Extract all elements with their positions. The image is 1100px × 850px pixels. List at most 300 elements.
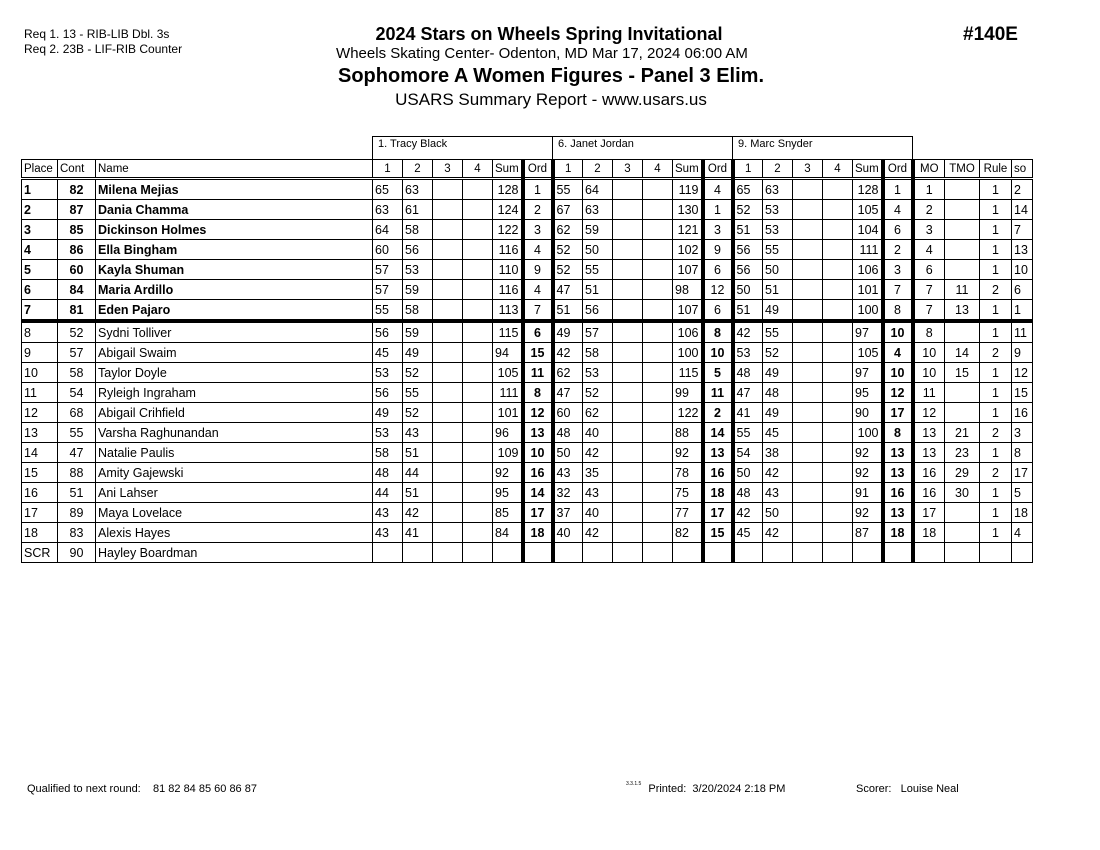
judge3-sum-cell: 97: [853, 363, 883, 383]
mo-cell: 10: [913, 363, 945, 383]
judge2-score1-cell: 62: [553, 363, 583, 383]
place-cell: 12: [22, 403, 58, 423]
so-cell: 16: [1012, 403, 1033, 423]
judge2-score3-cell: [613, 280, 643, 300]
judge1-score3-cell: [433, 403, 463, 423]
judge3-sum-cell: 100: [853, 300, 883, 322]
judge2-ordinal-cell: 3: [703, 220, 733, 240]
event-name: Sophomore A Women Figures - Panel 3 Elim.: [338, 65, 764, 87]
judge2-ordinal-cell: 6: [703, 260, 733, 280]
results-table: [21, 136, 1033, 563]
judge2-sum-cell: 100: [673, 343, 703, 363]
judge1-score4-cell: [463, 280, 493, 300]
judge1-score2-cell: 43: [403, 423, 433, 443]
judge2-score2-cell: 42: [583, 523, 613, 543]
judge3-ordinal-cell: 10: [883, 321, 913, 343]
mo-cell: 8: [913, 321, 945, 343]
judge3-score4-cell: [823, 179, 853, 200]
judge1-score1-cell: 65: [373, 179, 403, 200]
judge3-score2-cell: 38: [763, 443, 793, 463]
mo-cell: 16: [913, 463, 945, 483]
judge3-score3-cell: [793, 280, 823, 300]
judge1-score1-cell: 43: [373, 523, 403, 543]
rule-cell: 1: [980, 240, 1012, 260]
judge2-score1-cell: 55: [553, 179, 583, 200]
judge1-score4-cell: [463, 179, 493, 200]
judge1-ordinal-cell: 18: [523, 523, 553, 543]
judge2-score1-cell: 62: [553, 220, 583, 240]
table-row: [22, 503, 1033, 523]
judge3-score4-cell: [823, 423, 853, 443]
judge3-ordinal-cell: 4: [883, 200, 913, 220]
rule-cell: 1: [980, 523, 1012, 543]
judge1-score2-cell: 52: [403, 363, 433, 383]
judge2-sum-cell: 121: [673, 220, 703, 240]
judge1-score1-cell: 64: [373, 220, 403, 240]
judge3-sum-cell: 105: [853, 343, 883, 363]
mo-cell: 6: [913, 260, 945, 280]
mo-cell: 7: [913, 280, 945, 300]
place-cell: 3: [22, 220, 58, 240]
skater-name-cell: Taylor Doyle: [96, 363, 373, 383]
judge2-score2-cell: 42: [583, 443, 613, 463]
judge1-sum-cell: 105: [493, 363, 523, 383]
judge3-score1-cell: 42: [733, 503, 763, 523]
judge3-score1-cell: [733, 543, 763, 563]
table-row: [22, 363, 1033, 383]
contestant-number-cell: 68: [58, 403, 96, 423]
judge1-score3-cell: [433, 503, 463, 523]
judge2-sum-cell: 119: [673, 179, 703, 200]
judge1-score3-cell: [433, 463, 463, 483]
judge2-score3-cell: [613, 463, 643, 483]
place-cell: 18: [22, 523, 58, 543]
judge3-score1-cell: 42: [733, 321, 763, 343]
judge2-score4-cell: [643, 423, 673, 443]
judge2-score2-cell: 40: [583, 503, 613, 523]
judge3-score4-cell: [823, 321, 853, 343]
tmo-cell: 15: [945, 363, 980, 383]
judge2-score4-cell: [643, 383, 673, 403]
judge1-sum-cell: 109: [493, 443, 523, 463]
judge-name-1: 1. Tracy Black: [373, 137, 553, 160]
judge2-ordinal-cell: 2: [703, 403, 733, 423]
judge3-score1-cell: 56: [733, 240, 763, 260]
judge2-sum-cell: 130: [673, 200, 703, 220]
col-judge2-3: 3: [613, 160, 643, 179]
judge1-ordinal-cell: 7: [523, 300, 553, 322]
judge1-score1-cell: 58: [373, 443, 403, 463]
judge2-score4-cell: [643, 543, 673, 563]
qualified-summary: [27, 783, 257, 795]
so-cell: [1012, 543, 1033, 563]
judge3-score1-cell: 51: [733, 300, 763, 322]
judge3-score1-cell: 54: [733, 443, 763, 463]
judge1-ordinal-cell: 1: [523, 179, 553, 200]
judge3-score3-cell: [793, 260, 823, 280]
contestant-number-cell: 51: [58, 483, 96, 503]
col-judge1-4: 4: [463, 160, 493, 179]
judge2-score2-cell: [583, 543, 613, 563]
judge1-score1-cell: 57: [373, 260, 403, 280]
table-row: [22, 463, 1033, 483]
tmo-cell: 23: [945, 443, 980, 463]
tmo-cell: 14: [945, 343, 980, 363]
tmo-cell: [945, 179, 980, 200]
so-cell: 6: [1012, 280, 1033, 300]
judge2-score1-cell: 60: [553, 403, 583, 423]
rule-cell: 2: [980, 343, 1012, 363]
so-cell: 2: [1012, 179, 1033, 200]
judge1-sum-cell: 96: [493, 423, 523, 443]
judge2-ordinal-cell: 12: [703, 280, 733, 300]
judge3-score2-cell: 55: [763, 321, 793, 343]
judge2-score1-cell: 47: [553, 383, 583, 403]
judge3-score1-cell: 65: [733, 179, 763, 200]
contestant-number-cell: 81: [58, 300, 96, 322]
rule-cell: 2: [980, 423, 1012, 443]
judge2-score1-cell: 50: [553, 443, 583, 463]
judge3-ordinal-cell: 8: [883, 300, 913, 322]
judge1-score4-cell: [463, 543, 493, 563]
judge3-score4-cell: [823, 200, 853, 220]
col-judge1-1: 1: [373, 160, 403, 179]
judge3-score1-cell: 56: [733, 260, 763, 280]
judge1-ordinal-cell: 11: [523, 363, 553, 383]
judge3-score4-cell: [823, 363, 853, 383]
contestant-number-cell: 52: [58, 321, 96, 343]
judge3-sum-cell: 92: [853, 463, 883, 483]
judge3-score2-cell: 42: [763, 463, 793, 483]
judge3-sum-cell: 97: [853, 321, 883, 343]
judge3-score4-cell: [823, 443, 853, 463]
judge1-score4-cell: [463, 463, 493, 483]
rule-cell: 1: [980, 300, 1012, 322]
place-cell: 10: [22, 363, 58, 383]
table-row: [22, 343, 1033, 363]
contestant-number-cell: 90: [58, 543, 96, 563]
tmo-cell: [945, 220, 980, 240]
judge1-ordinal-cell: 16: [523, 463, 553, 483]
col-judge3-1: 1: [733, 160, 763, 179]
judge2-sum-cell: 77: [673, 503, 703, 523]
judge2-sum-cell: 92: [673, 443, 703, 463]
skater-name-cell: Maya Lovelace: [96, 503, 373, 523]
scorer-label: Scorer:: [856, 783, 892, 795]
judge1-score3-cell: [433, 260, 463, 280]
judge2-score1-cell: 37: [553, 503, 583, 523]
judge3-score4-cell: [823, 503, 853, 523]
tmo-cell: [945, 200, 980, 220]
judge3-ordinal-cell: 13: [883, 463, 913, 483]
col-judge3-4: 4: [823, 160, 853, 179]
judge3-score3-cell: [793, 300, 823, 322]
place-cell: 5: [22, 260, 58, 280]
judge3-score2-cell: 50: [763, 260, 793, 280]
judge3-ordinal-cell: 13: [883, 443, 913, 463]
judge3-ordinal-cell: 2: [883, 240, 913, 260]
judge2-ordinal-cell: 14: [703, 423, 733, 443]
judge2-score2-cell: 35: [583, 463, 613, 483]
judge3-score3-cell: [793, 200, 823, 220]
judge2-score1-cell: 32: [553, 483, 583, 503]
judge3-sum-cell: [853, 543, 883, 563]
col-judge1-3: 3: [433, 160, 463, 179]
skater-name-cell: Milena Mejias: [96, 179, 373, 200]
judge1-ordinal-cell: 10: [523, 443, 553, 463]
judge3-score4-cell: [823, 543, 853, 563]
judge1-score3-cell: [433, 280, 463, 300]
contestant-number-cell: 54: [58, 383, 96, 403]
judge2-ordinal-cell: 17: [703, 503, 733, 523]
table-row: [22, 483, 1033, 503]
judge1-score3-cell: [433, 200, 463, 220]
judge1-score2-cell: 58: [403, 300, 433, 322]
judge2-sum-cell: 75: [673, 483, 703, 503]
judge3-sum-cell: 101: [853, 280, 883, 300]
place-cell: 11: [22, 383, 58, 403]
tmo-cell: [945, 383, 980, 403]
col-tmo: TMO: [945, 160, 980, 179]
judge2-score1-cell: 48: [553, 423, 583, 443]
judge3-sum-cell: 87: [853, 523, 883, 543]
contestant-number-cell: 47: [58, 443, 96, 463]
skater-name-cell: Ani Lahser: [96, 483, 373, 503]
judge2-score3-cell: [613, 363, 643, 383]
judge3-score4-cell: [823, 240, 853, 260]
judge2-ordinal-cell: 9: [703, 240, 733, 260]
judge1-score1-cell: 45: [373, 343, 403, 363]
contestant-number-cell: 84: [58, 280, 96, 300]
judge1-score4-cell: [463, 523, 493, 543]
judge3-sum-cell: 100: [853, 423, 883, 443]
judge1-ordinal-cell: 17: [523, 503, 553, 523]
so-cell: 7: [1012, 220, 1033, 240]
judge1-score2-cell: 55: [403, 383, 433, 403]
judge1-score3-cell: [433, 523, 463, 543]
judge2-sum-cell: 78: [673, 463, 703, 483]
judge3-score3-cell: [793, 443, 823, 463]
judge2-ordinal-cell: 13: [703, 443, 733, 463]
col-judge1-sum: Sum: [493, 160, 523, 179]
judge1-score1-cell: 43: [373, 503, 403, 523]
col-judge2-4: 4: [643, 160, 673, 179]
table-row: [22, 300, 1033, 322]
col-judge2-1: 1: [553, 160, 583, 179]
judge1-score4-cell: [463, 383, 493, 403]
judge1-score4-cell: [463, 240, 493, 260]
judge1-score3-cell: [433, 240, 463, 260]
judge3-score3-cell: [793, 220, 823, 240]
judge2-score3-cell: [613, 260, 643, 280]
requirement-1: Req 1. 13 - RIB-LIB Dbl. 3s: [24, 27, 170, 41]
judge1-score2-cell: 51: [403, 483, 433, 503]
judge1-score3-cell: [433, 363, 463, 383]
skater-name-cell: Varsha Raghunandan: [96, 423, 373, 443]
so-cell: 13: [1012, 240, 1033, 260]
place-cell: 4: [22, 240, 58, 260]
so-cell: 5: [1012, 483, 1033, 503]
judge3-score2-cell: 48: [763, 383, 793, 403]
judge2-ordinal-cell: 6: [703, 300, 733, 322]
judge2-score3-cell: [613, 300, 643, 322]
judge1-ordinal-cell: 6: [523, 321, 553, 343]
judge1-sum-cell: 116: [493, 240, 523, 260]
judge2-score1-cell: 49: [553, 321, 583, 343]
judge1-sum-cell: 85: [493, 503, 523, 523]
table-row: [22, 260, 1033, 280]
judge3-sum-cell: 92: [853, 503, 883, 523]
skater-name-cell: Dickinson Holmes: [96, 220, 373, 240]
contestant-number-cell: 85: [58, 220, 96, 240]
judge3-ordinal-cell: 1: [883, 179, 913, 200]
judge3-sum-cell: 95: [853, 383, 883, 403]
judge3-score1-cell: 47: [733, 383, 763, 403]
so-cell: 12: [1012, 363, 1033, 383]
so-cell: 4: [1012, 523, 1033, 543]
skater-name-cell: Natalie Paulis: [96, 443, 373, 463]
tmo-cell: [945, 523, 980, 543]
col-so: so: [1012, 160, 1033, 179]
judge2-score3-cell: [613, 403, 643, 423]
place-cell: 8: [22, 321, 58, 343]
tmo-cell: 29: [945, 463, 980, 483]
judge2-sum-cell: 107: [673, 260, 703, 280]
judge2-score2-cell: 56: [583, 300, 613, 322]
judge3-score2-cell: 45: [763, 423, 793, 443]
judge3-sum-cell: 106: [853, 260, 883, 280]
judge1-score2-cell: 42: [403, 503, 433, 523]
judge3-score1-cell: 52: [733, 200, 763, 220]
judge1-ordinal-cell: 4: [523, 280, 553, 300]
judge2-score3-cell: [613, 343, 643, 363]
skater-name-cell: Abigail Swaim: [96, 343, 373, 363]
judge2-score4-cell: [643, 300, 673, 322]
judge2-score3-cell: [613, 200, 643, 220]
judge3-score4-cell: [823, 260, 853, 280]
mo-cell: 13: [913, 443, 945, 463]
judge-name-3: 9. Marc Snyder: [733, 137, 913, 160]
judge1-ordinal-cell: 13: [523, 423, 553, 443]
judge1-ordinal-cell: 12: [523, 403, 553, 423]
judge3-score3-cell: [793, 179, 823, 200]
judge3-score4-cell: [823, 483, 853, 503]
judge3-score1-cell: 51: [733, 220, 763, 240]
judge1-score3-cell: [433, 543, 463, 563]
tmo-cell: 30: [945, 483, 980, 503]
judge1-score1-cell: [373, 543, 403, 563]
judge2-score2-cell: 64: [583, 179, 613, 200]
judge1-sum-cell: 95: [493, 483, 523, 503]
judge1-score2-cell: [403, 543, 433, 563]
skater-name-cell: Kayla Shuman: [96, 260, 373, 280]
judge3-score3-cell: [793, 523, 823, 543]
judge2-score2-cell: 57: [583, 321, 613, 343]
judge3-sum-cell: 105: [853, 200, 883, 220]
judge2-score4-cell: [643, 343, 673, 363]
rule-cell: 2: [980, 280, 1012, 300]
judge2-ordinal-cell: 1: [703, 200, 733, 220]
judge2-score1-cell: 42: [553, 343, 583, 363]
judge1-score2-cell: 63: [403, 179, 433, 200]
printed-info: [626, 783, 785, 795]
tmo-cell: [945, 260, 980, 280]
contestant-number-cell: 55: [58, 423, 96, 443]
judge1-score1-cell: 48: [373, 463, 403, 483]
judge3-score3-cell: [793, 503, 823, 523]
mo-cell: 2: [913, 200, 945, 220]
judge1-score3-cell: [433, 423, 463, 443]
place-cell: 16: [22, 483, 58, 503]
skater-name-cell: Alexis Hayes: [96, 523, 373, 543]
skater-name-cell: Eden Pajaro: [96, 300, 373, 322]
event-number: #140E: [963, 24, 1018, 45]
so-cell: 11: [1012, 321, 1033, 343]
judge2-score4-cell: [643, 483, 673, 503]
judge2-score3-cell: [613, 179, 643, 200]
judge3-sum-cell: 92: [853, 443, 883, 463]
judge1-ordinal-cell: 3: [523, 220, 553, 240]
skater-name-cell: Maria Ardillo: [96, 280, 373, 300]
judge3-score2-cell: 53: [763, 220, 793, 240]
judge1-score3-cell: [433, 300, 463, 322]
judge1-ordinal-cell: 9: [523, 260, 553, 280]
so-cell: 14: [1012, 200, 1033, 220]
rule-cell: 1: [980, 363, 1012, 383]
judge3-score1-cell: 48: [733, 483, 763, 503]
place-cell: 15: [22, 463, 58, 483]
judge1-sum-cell: [493, 543, 523, 563]
judge2-sum-cell: 122: [673, 403, 703, 423]
qualified-label: Qualified to next round:: [27, 783, 141, 795]
place-cell: 17: [22, 503, 58, 523]
judge1-score1-cell: 56: [373, 321, 403, 343]
mo-cell: 11: [913, 383, 945, 403]
rule-cell: 1: [980, 503, 1012, 523]
judge3-score1-cell: 50: [733, 463, 763, 483]
rule-cell: [980, 543, 1012, 563]
judge1-score3-cell: [433, 483, 463, 503]
judge2-score3-cell: [613, 543, 643, 563]
col-name: Name: [96, 160, 373, 179]
judge1-score1-cell: 53: [373, 423, 403, 443]
skater-name-cell: Ryleigh Ingraham: [96, 383, 373, 403]
judge2-score4-cell: [643, 523, 673, 543]
judge2-score4-cell: [643, 260, 673, 280]
judge2-score2-cell: 62: [583, 403, 613, 423]
judge2-score2-cell: 55: [583, 260, 613, 280]
judge3-score2-cell: 52: [763, 343, 793, 363]
judge1-score3-cell: [433, 383, 463, 403]
judge2-score3-cell: [613, 443, 643, 463]
rule-cell: 1: [980, 321, 1012, 343]
judge2-score1-cell: [553, 543, 583, 563]
judge2-score2-cell: 51: [583, 280, 613, 300]
judge3-score4-cell: [823, 300, 853, 322]
judge1-score1-cell: 44: [373, 483, 403, 503]
tmo-cell: [945, 403, 980, 423]
so-cell: 10: [1012, 260, 1033, 280]
competition-title: 2024 Stars on Wheels Spring Invitational: [375, 24, 723, 44]
mo-cell: 12: [913, 403, 945, 423]
col-judge1-2: 2: [403, 160, 433, 179]
judge3-sum-cell: 111: [853, 240, 883, 260]
judge2-score4-cell: [643, 179, 673, 200]
judge3-score4-cell: [823, 523, 853, 543]
tmo-cell: [945, 503, 980, 523]
judge2-score1-cell: 47: [553, 280, 583, 300]
mo-cell: 13: [913, 423, 945, 443]
